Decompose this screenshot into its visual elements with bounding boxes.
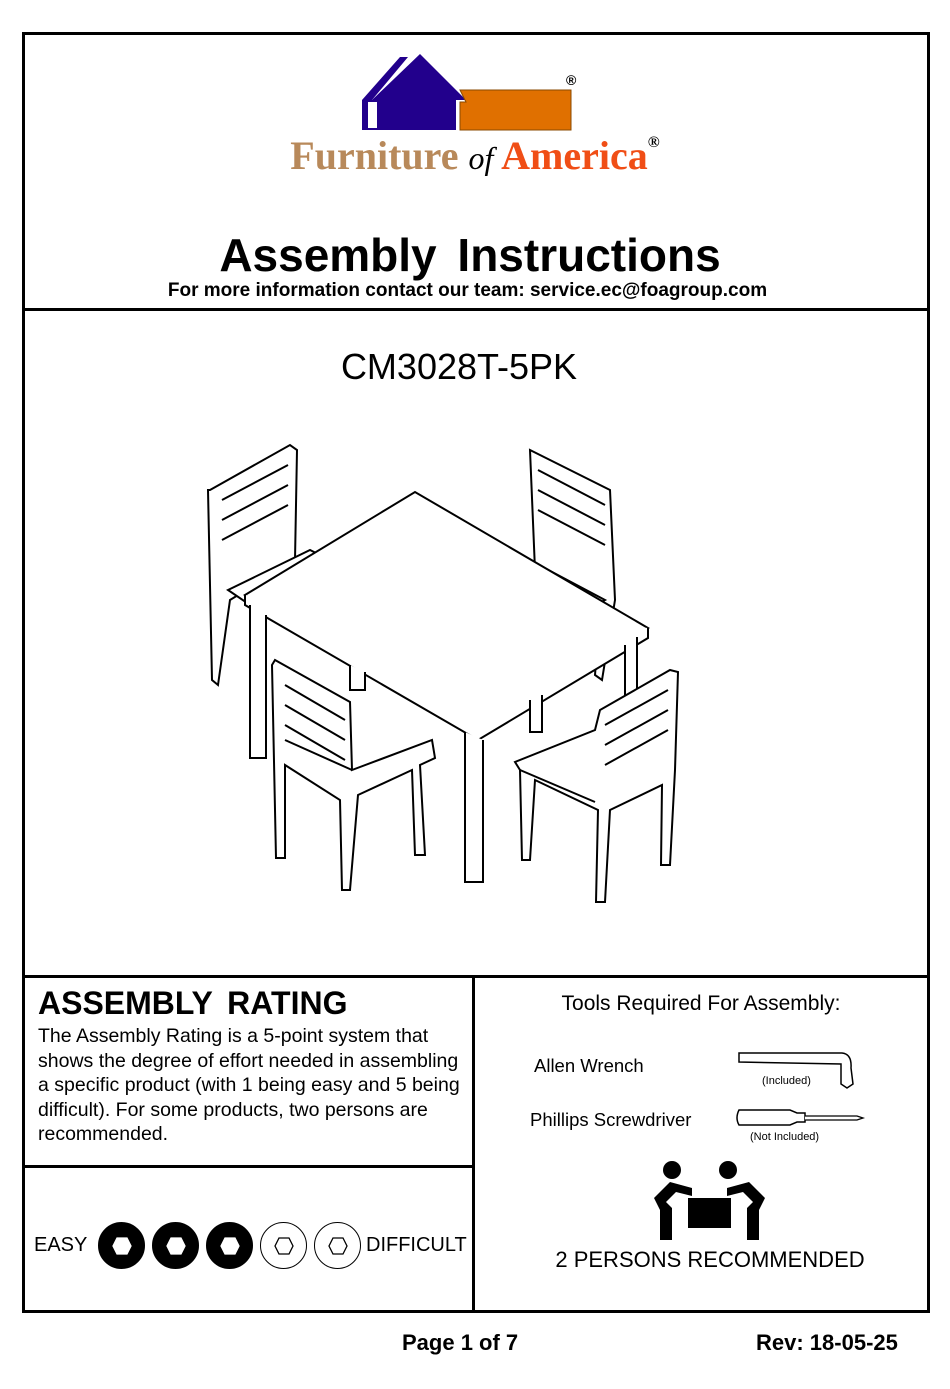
divider — [22, 1165, 474, 1168]
assembly-rating-description: The Assembly Rating is a 5-point system that shows the degree of effort needed in assembling a specific product (with 1 being easy and 5 being difficult). For some products, two persons are recommended. — [38, 1025, 460, 1145]
tool-note: (Not Included) — [750, 1131, 820, 1143]
revision: Rev: 18-05-25 — [756, 1330, 898, 1355]
rating-dot-filled — [152, 1222, 199, 1269]
brand-america: America — [501, 133, 648, 178]
tool-note: (Included) — [762, 1075, 811, 1087]
model-number: CM3028T-5PK — [340, 346, 578, 387]
hex-icon — [166, 1237, 186, 1255]
page-number: Page 1 of 7 — [402, 1330, 519, 1355]
screwdriver-icon — [735, 1107, 867, 1129]
divider — [472, 975, 475, 1310]
rating-dot-empty — [260, 1222, 307, 1269]
registered-mark: ® — [647, 134, 660, 151]
page-title: Assembly Instructions — [219, 229, 721, 281]
assembly-rating-heading: ASSEMBLY RATING — [38, 985, 348, 1021]
tool-name: Phillips Screwdriver — [530, 1109, 692, 1130]
brand-of: of — [468, 140, 494, 176]
hex-icon — [328, 1237, 348, 1255]
brand-name — [0, 132, 950, 179]
persons-recommended: 2 PERSONS RECOMMENDED — [555, 1247, 865, 1272]
hex-icon — [220, 1237, 240, 1255]
hex-icon — [274, 1237, 294, 1255]
brand-furniture: Furniture — [290, 133, 459, 178]
product-illustration — [200, 440, 690, 910]
rating-scale — [98, 1222, 361, 1269]
rating-dot-empty — [314, 1222, 361, 1269]
rating-dot-filled — [98, 1222, 145, 1269]
divider — [22, 308, 928, 311]
divider — [22, 975, 928, 978]
tool-name: Allen Wrench — [534, 1055, 644, 1076]
rating-dot-filled — [206, 1222, 253, 1269]
easy-label: EASY — [34, 1234, 88, 1256]
two-persons-icon — [652, 1160, 767, 1242]
tools-heading: Tools Required For Assembly: — [561, 992, 841, 1015]
logo-house-icon — [360, 52, 580, 132]
difficult-label: DIFFICULT — [366, 1234, 467, 1256]
hex-icon — [112, 1237, 132, 1255]
contact-info: For more information contact our team: service.ec@foagroup.com — [167, 280, 768, 301]
registered-mark: ® — [566, 72, 577, 88]
